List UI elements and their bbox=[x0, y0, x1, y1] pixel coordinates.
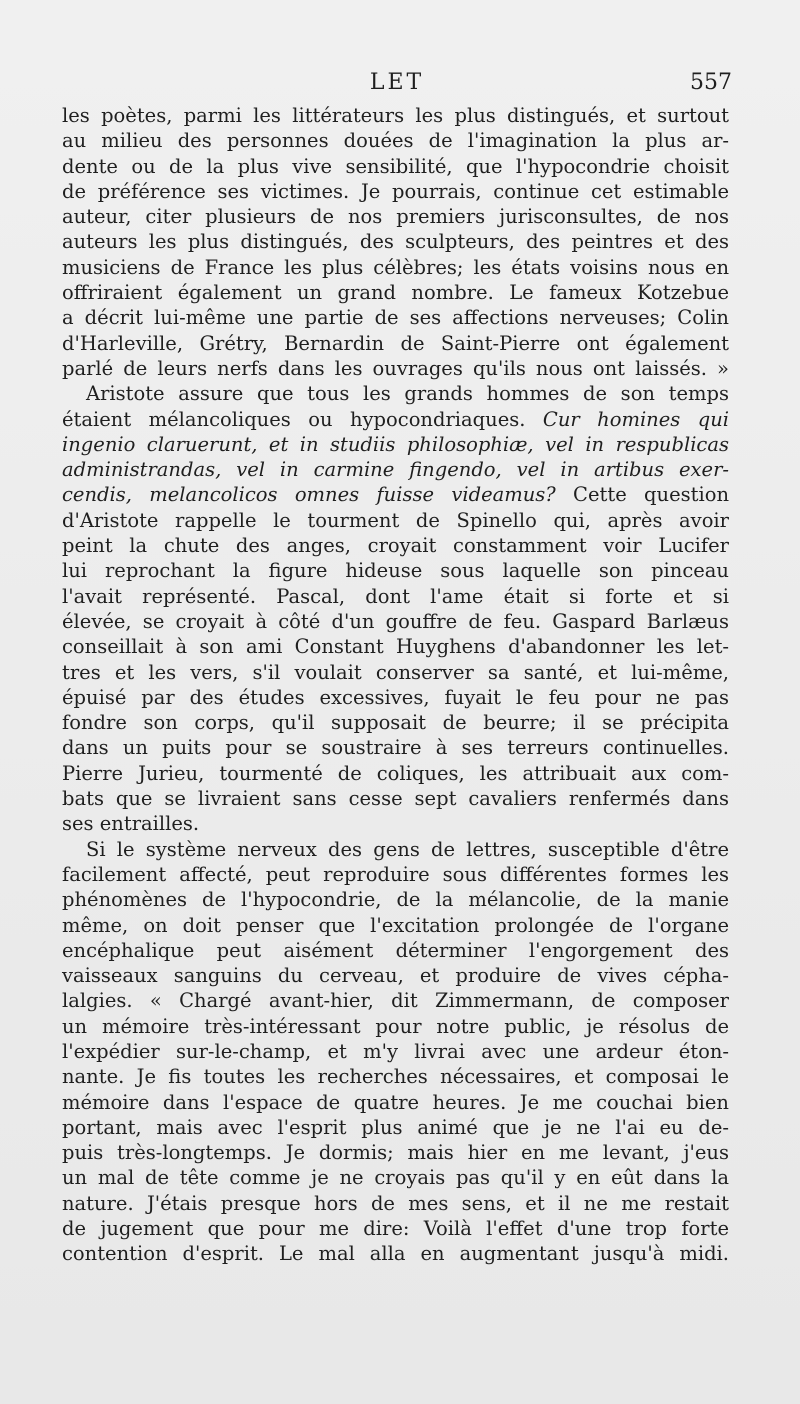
paragraph-start-line: Aristote assure que tous les grands hommes de son temps bbox=[86, 382, 729, 406]
text-line: dente ou de la plus vive sensibilité, que l'hypocondrie choisit bbox=[62, 154, 729, 178]
text-line: mémoire dans l'espace de quatre heures. Je me couchai bien bbox=[62, 1090, 729, 1114]
text-line: a décrit lui-même une partie de ses affections nerveuses; Colin bbox=[62, 306, 729, 330]
text-line: un mémoire très-intéressant pour notre public, je résolus de bbox=[62, 1014, 729, 1038]
text-line: offriraient également un grand nombre. Le fameux Kotzebue bbox=[62, 281, 729, 305]
text-line: d'Harleville, Grétry, Bernardin de Saint-Pierre ont également bbox=[62, 331, 729, 355]
text-line: nature. J'étais presque hors de mes sens, et il ne me restait bbox=[62, 1191, 729, 1215]
page-number: 557 bbox=[690, 70, 732, 95]
text-line: bats que se livraient sans cesse sept cavaliers renfermés dans bbox=[62, 787, 729, 811]
text-line: facilement affecté, peut reproduire sous différentes formes les bbox=[62, 862, 729, 886]
text-line: Pierre Jurieu, tourmenté de coliques, les attribuait aux com- bbox=[62, 761, 729, 785]
paragraph-start-line: Si le système nerveux des gens de lettres, susceptible d'être bbox=[86, 837, 729, 861]
text-line: phénomènes de l'hypocondrie, de la mélancolie, de la manie bbox=[62, 888, 729, 912]
text-line: peint la chute des anges, croyait constamment voir Lucifer bbox=[62, 534, 729, 558]
text-line: épuisé par des études excessives, fuyait le feu pour ne pas bbox=[62, 685, 729, 709]
text-line: lalgies. « Chargé avant-hier, dit Zimmermann, de composer bbox=[62, 989, 729, 1013]
text-line: ses entrailles. bbox=[62, 812, 200, 836]
text-line: fondre son corps, qu'il supposait de beurre; il se précipita bbox=[62, 711, 729, 735]
running-head: LET bbox=[369, 70, 425, 95]
page-header bbox=[62, 70, 732, 104]
text-line: de préférence ses victimes. Je pourrais, continue cet estimable bbox=[62, 179, 729, 203]
text-line: vaisseaux sanguins du cerveau, et produire de vives cépha- bbox=[62, 964, 729, 988]
text-line: cendis, melancolicos omnes fuisse videamus? Cette question bbox=[62, 483, 729, 507]
latin-quote-line: ingenio claruerunt, et in studiis philosophiæ, vel in respublicas bbox=[62, 432, 729, 456]
text-line: étaient mélancoliques ou hypocondriaques. Cur homines qui bbox=[62, 407, 730, 431]
text-line: auteurs les plus distingués, des sculpteurs, des peintres et des bbox=[62, 230, 729, 254]
text-line: l'avait représenté. Pascal, dont l'ame était si forte et si bbox=[62, 584, 729, 608]
text-line: musiciens de France les plus célèbres; les états voisins nous en bbox=[62, 255, 729, 279]
text-line: lui reprochant la figure hideuse sous laquelle son pinceau bbox=[62, 559, 729, 583]
text-line: puis très-longtemps. Je dormis; mais hier en me levant, j'eus bbox=[62, 1141, 729, 1165]
body-text bbox=[62, 103, 729, 1267]
text-line: conseillait à son ami Constant Huyghens d'abandonner les let- bbox=[62, 635, 729, 659]
text-line: l'expédier sur-le-champ, et m'y livrai avec une ardeur éton- bbox=[62, 1039, 729, 1063]
text-line: dans un puits pour se soustraire à ses terreurs continuelles. bbox=[62, 736, 729, 760]
text-line: au milieu des personnes douées de l'imagination la plus ar- bbox=[62, 129, 729, 153]
text-line: portant, mais avec l'esprit plus animé que je ne l'ai eu de- bbox=[62, 1115, 729, 1139]
text-line: auteur, citer plusieurs de nos premiers jurisconsultes, de nos bbox=[62, 205, 729, 229]
latin-quote-line: administrandas, vel in carmine fingendo, vel in artibus exer- bbox=[62, 458, 729, 482]
text-line: nante. Je fis toutes les recherches nécessaires, et composai le bbox=[62, 1065, 729, 1089]
text-line: de jugement que pour me dire: Voilà l'effet d'une trop forte bbox=[62, 1217, 729, 1241]
text-line: parlé de leurs nerfs dans les ouvrages qu'ils nous ont laissés. » bbox=[62, 356, 729, 380]
text-line: contention d'esprit. Le mal alla en augmentant jusqu'à midi. bbox=[62, 1242, 729, 1266]
text-line: même, on doit penser que l'excitation prolongée de l'organe bbox=[62, 913, 729, 937]
text-line: élevée, se croyait à côté d'un gouffre de feu. Gaspard Barlæus bbox=[62, 609, 729, 633]
text-line: encéphalique peut aisément déterminer l'engorgement des bbox=[62, 938, 729, 962]
text-line: d'Aristote rappelle le tourment de Spinello qui, après avoir bbox=[62, 508, 729, 532]
text-line: les poètes, parmi les littérateurs les plus distingués, et surtout bbox=[62, 104, 729, 127]
text-line: tres et les vers, s'il voulait conserver sa santé, et lui-même, bbox=[62, 660, 729, 684]
text-line: un mal de tête comme je ne croyais pas qu'il y en eût dans la bbox=[62, 1166, 729, 1190]
